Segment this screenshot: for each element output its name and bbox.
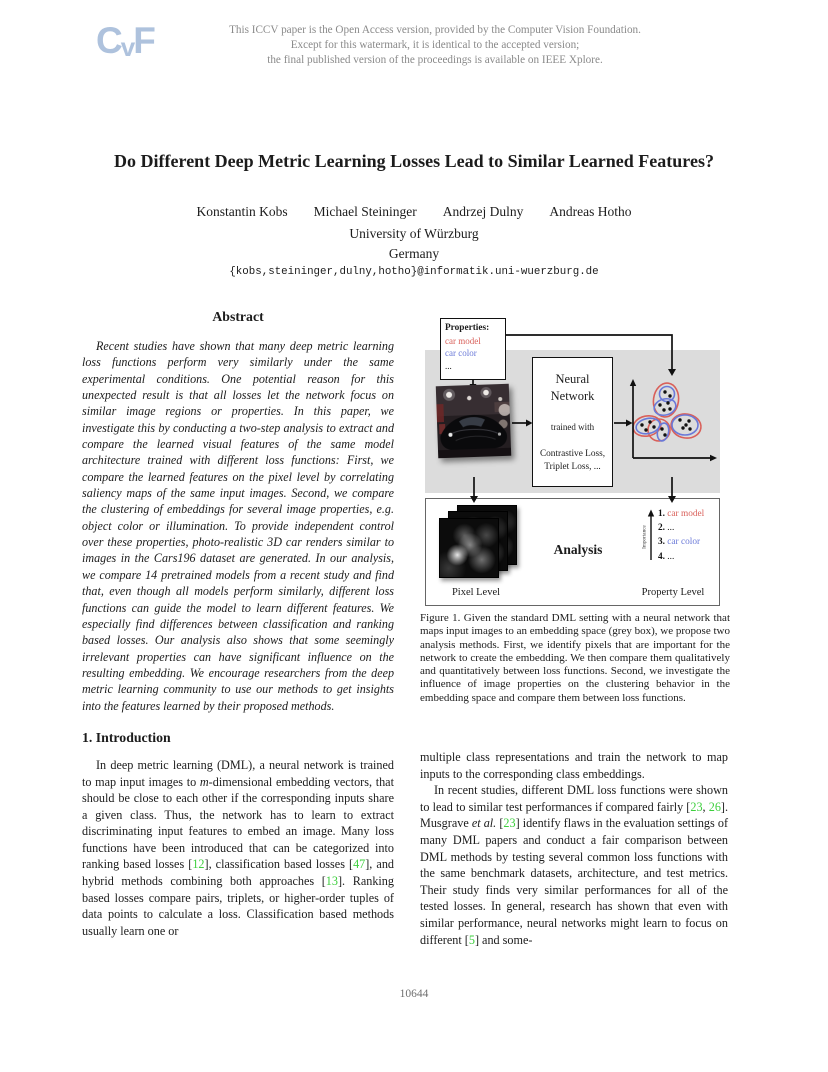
citation-link[interactable]: 13 (325, 874, 338, 889)
importance-rank-label: ... (667, 551, 675, 562)
italic-text: m (199, 774, 209, 789)
watermark-line: This ICCV paper is the Open Access version, provided by the Computer Vision Foundation. (229, 24, 641, 36)
intro-paragraph (82, 757, 394, 940)
citation-link[interactable]: 23 (503, 816, 516, 831)
property-item: ... (445, 360, 452, 371)
citation-link[interactable]: 23 (690, 799, 703, 814)
body-paragraph (420, 782, 728, 948)
abstract-heading: Abstract (212, 309, 264, 324)
email-line: {kobs,steininger,dulny,hotho}@informatik.uni-wuerzburg.de (229, 266, 599, 278)
figure-caption: Figure 1. Given the standard DML setting with a neural network that maps input images to an embedding space (grey box), we propose two analysis methods. First, we identify pixels that are important for the network to create the embedding. We then compare them qualitatively and quantitatively between loss functions. Second, we investigate the influence of image properties on the clustering behavior in the embedding space and compare them between loss functions. (420, 612, 730, 704)
importance-rank-number: 3. (658, 537, 668, 548)
nn-loss-line: Triplet Loss, ... (544, 462, 601, 472)
properties-title: Properties: (445, 323, 490, 333)
text-run: In deep metric learning (DML), a neural network is trained to map input images to (82, 757, 394, 789)
left-column (82, 309, 394, 939)
figure-1 (420, 315, 730, 615)
pixel-level-label: Pixel Level (451, 587, 501, 598)
country: Germany (388, 246, 440, 261)
property-level-label: Property Level (641, 587, 705, 598)
author-name: Michael Steininger (313, 204, 417, 219)
nn-title-line: Neural (555, 372, 590, 386)
abstract-text: Recent studies have shown that many deep metric learning loss functions perform very similarly under the same experimental conditions. One potential reason for this unexpected result is that all losses let the network focus on similar image regions or properties. In this paper, we investigate this by conducting a two-step analysis to extract and compare the learned visual features of the same model architecture trained with different loss functions: First, we compare the learned features on the pixel level by correlating saliency maps of the same input images. Second, we compare the clustering of embeddings for several image properties, e.g. object color or illumination. To provide independent control over these properties, photo-realistic 3D car renders similar to images in the Cars196 dataset are generated. In our analysis, we compare 14 pretrained models from a recent study and find that, even though all models perform similarly, different loss functions can guide the model to learn different features. We especially find differences between classification and ranking based losses. Our analysis also shows that some seemingly irrelevant properties can have significant influence on the resulting embedding. We encourage researchers from the deep metric learning community to use our methods to get insights into the features learned by their proposed methods. (82, 339, 394, 713)
affiliation: University of Würzburg (349, 226, 479, 241)
watermark-line: Except for this watermark, it is identical to the accepted version; (290, 38, 580, 51)
property-item: car color (445, 348, 477, 358)
citation-link[interactable]: 47 (353, 857, 366, 872)
text-run: ]. Musgrave (420, 799, 729, 831)
importance-rank-label: ... (667, 523, 675, 534)
properties-box (440, 318, 506, 380)
open-access-watermark (170, 23, 700, 67)
citation-link[interactable]: 5 (468, 932, 475, 947)
logo-letter-v: v (120, 32, 134, 62)
importance-item (658, 550, 704, 564)
italic-text: et al. (471, 816, 497, 831)
analysis-box (425, 498, 720, 606)
car-input-image (436, 384, 511, 459)
page-number: 10644 (399, 988, 429, 1000)
importance-rank-number: 4. (658, 551, 668, 562)
nn-subtitle: trained with (550, 421, 595, 432)
importance-rank-number: 1. (658, 509, 668, 519)
importance-rank-label: car color (667, 537, 701, 548)
analysis-label: Analysis (553, 542, 603, 557)
author-name: Andreas Hotho (549, 204, 632, 219)
body-paragraph: multiple class representations and train the network to map inputs to the corresponding class embeddings. (420, 750, 728, 781)
importance-item (658, 507, 704, 521)
nn-title (535, 371, 610, 405)
saliency-map-stack (439, 505, 521, 583)
importance-rank-label: car model (667, 509, 705, 519)
text-run: ] identify flaws in the evaluation settings of many DML papers and conduct a fair comparison between DML methods by testing several common loss functions with the same benchmark datasets, architecture, and test metrics. Their study finds very similar performances for all of the tested losses. In general, research has shown that even with similar performance, neural networks might learn to focus on different [ (420, 816, 728, 947)
text-run: ], classification based losses [ (204, 857, 354, 872)
text-run: , (702, 799, 709, 814)
properties-items (445, 335, 501, 373)
text-run: [ (496, 816, 504, 831)
importance-axis (642, 507, 658, 567)
embedding-space-plot (625, 373, 720, 483)
saliency-map (439, 518, 499, 578)
property-item: car model (445, 335, 481, 346)
citation-link[interactable]: 12 (192, 857, 205, 872)
nn-title-line: Network (550, 389, 595, 403)
author-name: Konstantin Kobs (196, 204, 288, 219)
nn-loss-line: Contrastive Loss, (539, 449, 606, 459)
importance-item (658, 521, 704, 535)
importance-item (658, 535, 704, 549)
text-run: ], and hybrid methods combining both approaches [ (82, 857, 395, 889)
text-run: -dimensional embedding vectors, that should be close to each other if the corresponding inputs share a given class. Thus, the network has to learn to extract discriminating input features to embed an image. Many loss functions have been introduced that can be categorized into ranking based losses [ (82, 774, 394, 872)
neural-network-box (532, 357, 613, 487)
right-column (420, 749, 728, 948)
author-name: Andrzej Dulny (442, 204, 524, 219)
logo-letter-f: F (133, 20, 154, 61)
text-run: ] and some- (474, 932, 533, 947)
authors-row (0, 204, 828, 220)
watermark-line: the final published version of the proceedings is available on IEEE Xplore. (267, 53, 603, 66)
cvf-logo (96, 20, 154, 62)
citation-link[interactable]: 26 (708, 799, 721, 814)
paper-title: Do Different Deep Metric Learning Losses Lead to Similar Learned Features? (114, 151, 714, 171)
text-run: In recent studies, different DML loss functions were shown to lead to similar test performances if compared fairly [ (420, 783, 728, 814)
importance-rank-number: 2. (658, 523, 668, 534)
nn-loss-functions (535, 448, 610, 474)
intro-heading: 1. Introduction (82, 729, 171, 745)
importance-axis-label: Importance (642, 525, 648, 549)
text-run: ]. Ranking based losses compare pairs, triplets, or higher-order tuples of data points to calculate a loss. Classification based methods usually learn one or (82, 874, 394, 938)
logo-letter-c: C (96, 20, 121, 61)
importance-list (658, 507, 704, 564)
